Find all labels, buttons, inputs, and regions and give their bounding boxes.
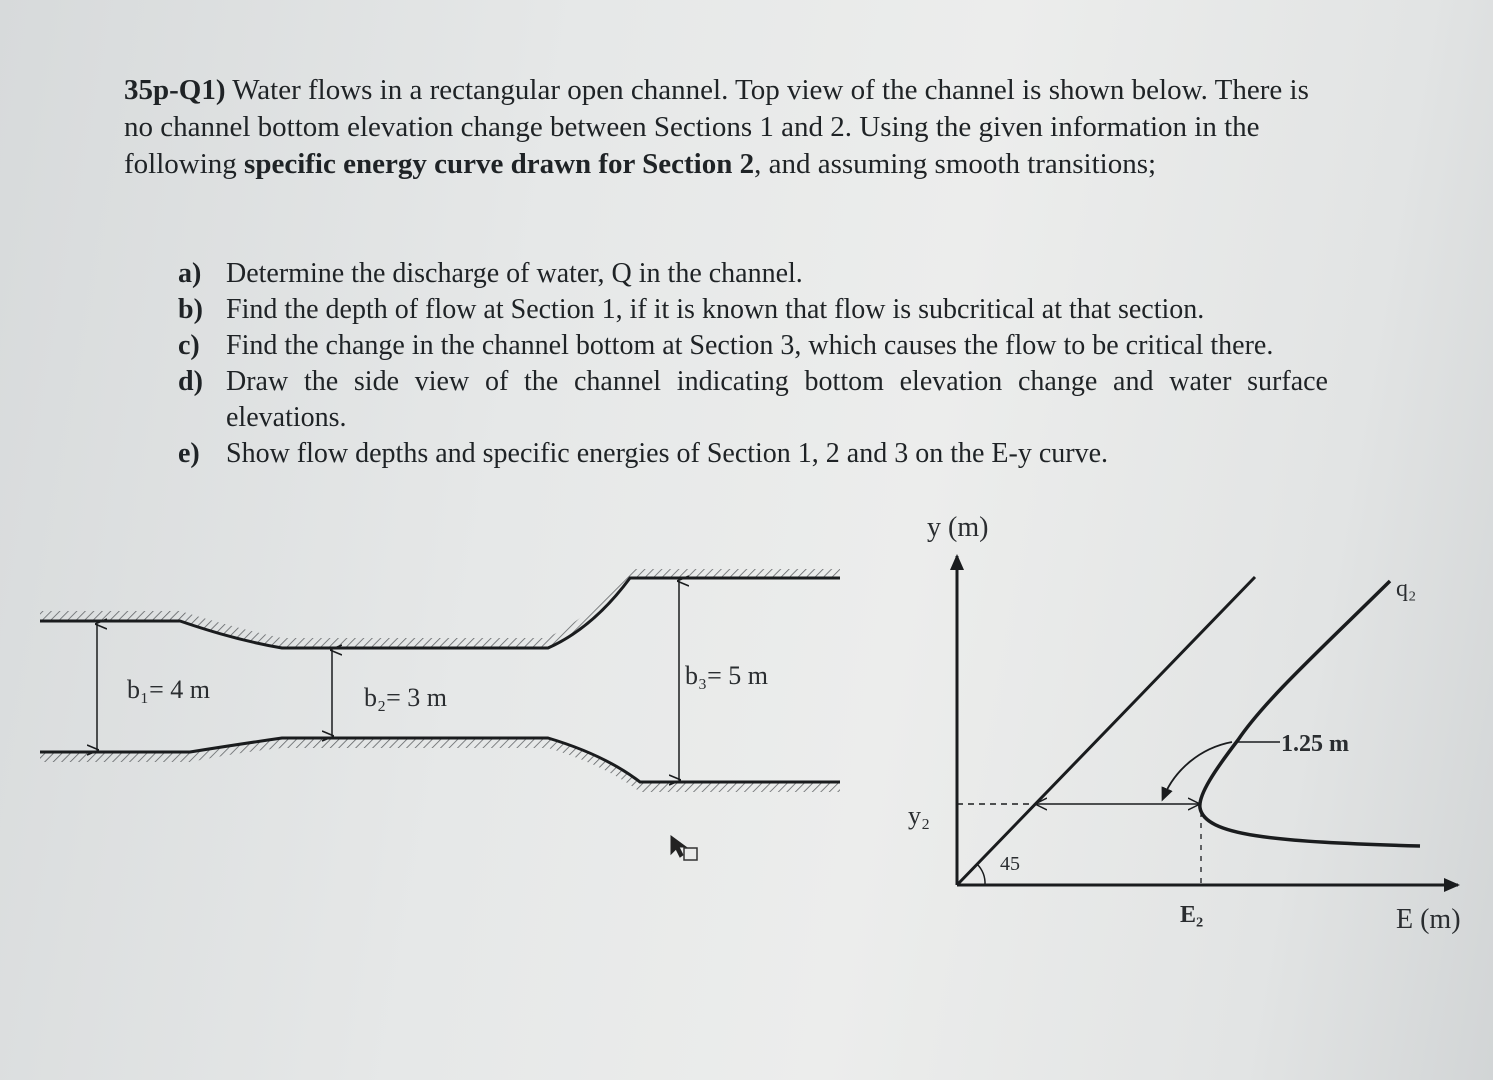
specific-energy-curve xyxy=(1200,581,1420,846)
question-label: a) xyxy=(178,258,202,289)
intro-bold-text: specific energy curve drawn for Section 2 xyxy=(244,148,755,180)
y-axis-label: y (m) xyxy=(927,512,989,543)
e-equals-y-line xyxy=(957,577,1255,885)
offset-label: 1.25 m xyxy=(1281,731,1349,757)
b1-label: b₁= 4 m xyxy=(127,675,210,704)
question-label: c) xyxy=(178,330,200,361)
problem-id: 35p-Q1) xyxy=(124,74,226,106)
question-label: e) xyxy=(178,438,200,469)
angle-arc xyxy=(977,864,985,885)
angle-label: 45 xyxy=(1000,853,1020,875)
intro-text-1: Water flows in a rectangular open channel. Top view of the channel is shown below. There is no channel bottom elevation change between Sections 1 and 2. Using the given information in the following xyxy=(124,74,1309,180)
e2-label: E₂ xyxy=(1180,902,1204,928)
question-text: Determine the discharge of water, Q in the channel. xyxy=(226,258,803,289)
question-text: Find the change in the channel bottom at Section 3, which causes the flow to be critical there. xyxy=(226,330,1274,361)
question-text: Draw the side view of the channel indicating bottom elevation change and water surface elevations. xyxy=(226,366,1328,433)
intro-text-2: , and assuming smooth transitions; xyxy=(754,148,1157,180)
curve-q2-label: q₂ xyxy=(1396,576,1417,602)
b3-label: b₃= 5 m xyxy=(685,661,768,690)
question-text: Show flow depths and specific energies of Section 1, 2 and 3 on the E-y curve. xyxy=(226,438,1109,469)
x-axis-label: E (m) xyxy=(1396,904,1461,935)
offset-curved-arrow xyxy=(1164,742,1232,796)
question-label: d) xyxy=(178,366,203,397)
y2-label: y₂ xyxy=(908,801,931,830)
question-text: Find the depth of flow at Section 1, if it is known that flow is subcritical at that section. xyxy=(226,294,1205,325)
b2-label: b₂= 3 m xyxy=(364,683,447,712)
question-label: b) xyxy=(178,294,203,325)
